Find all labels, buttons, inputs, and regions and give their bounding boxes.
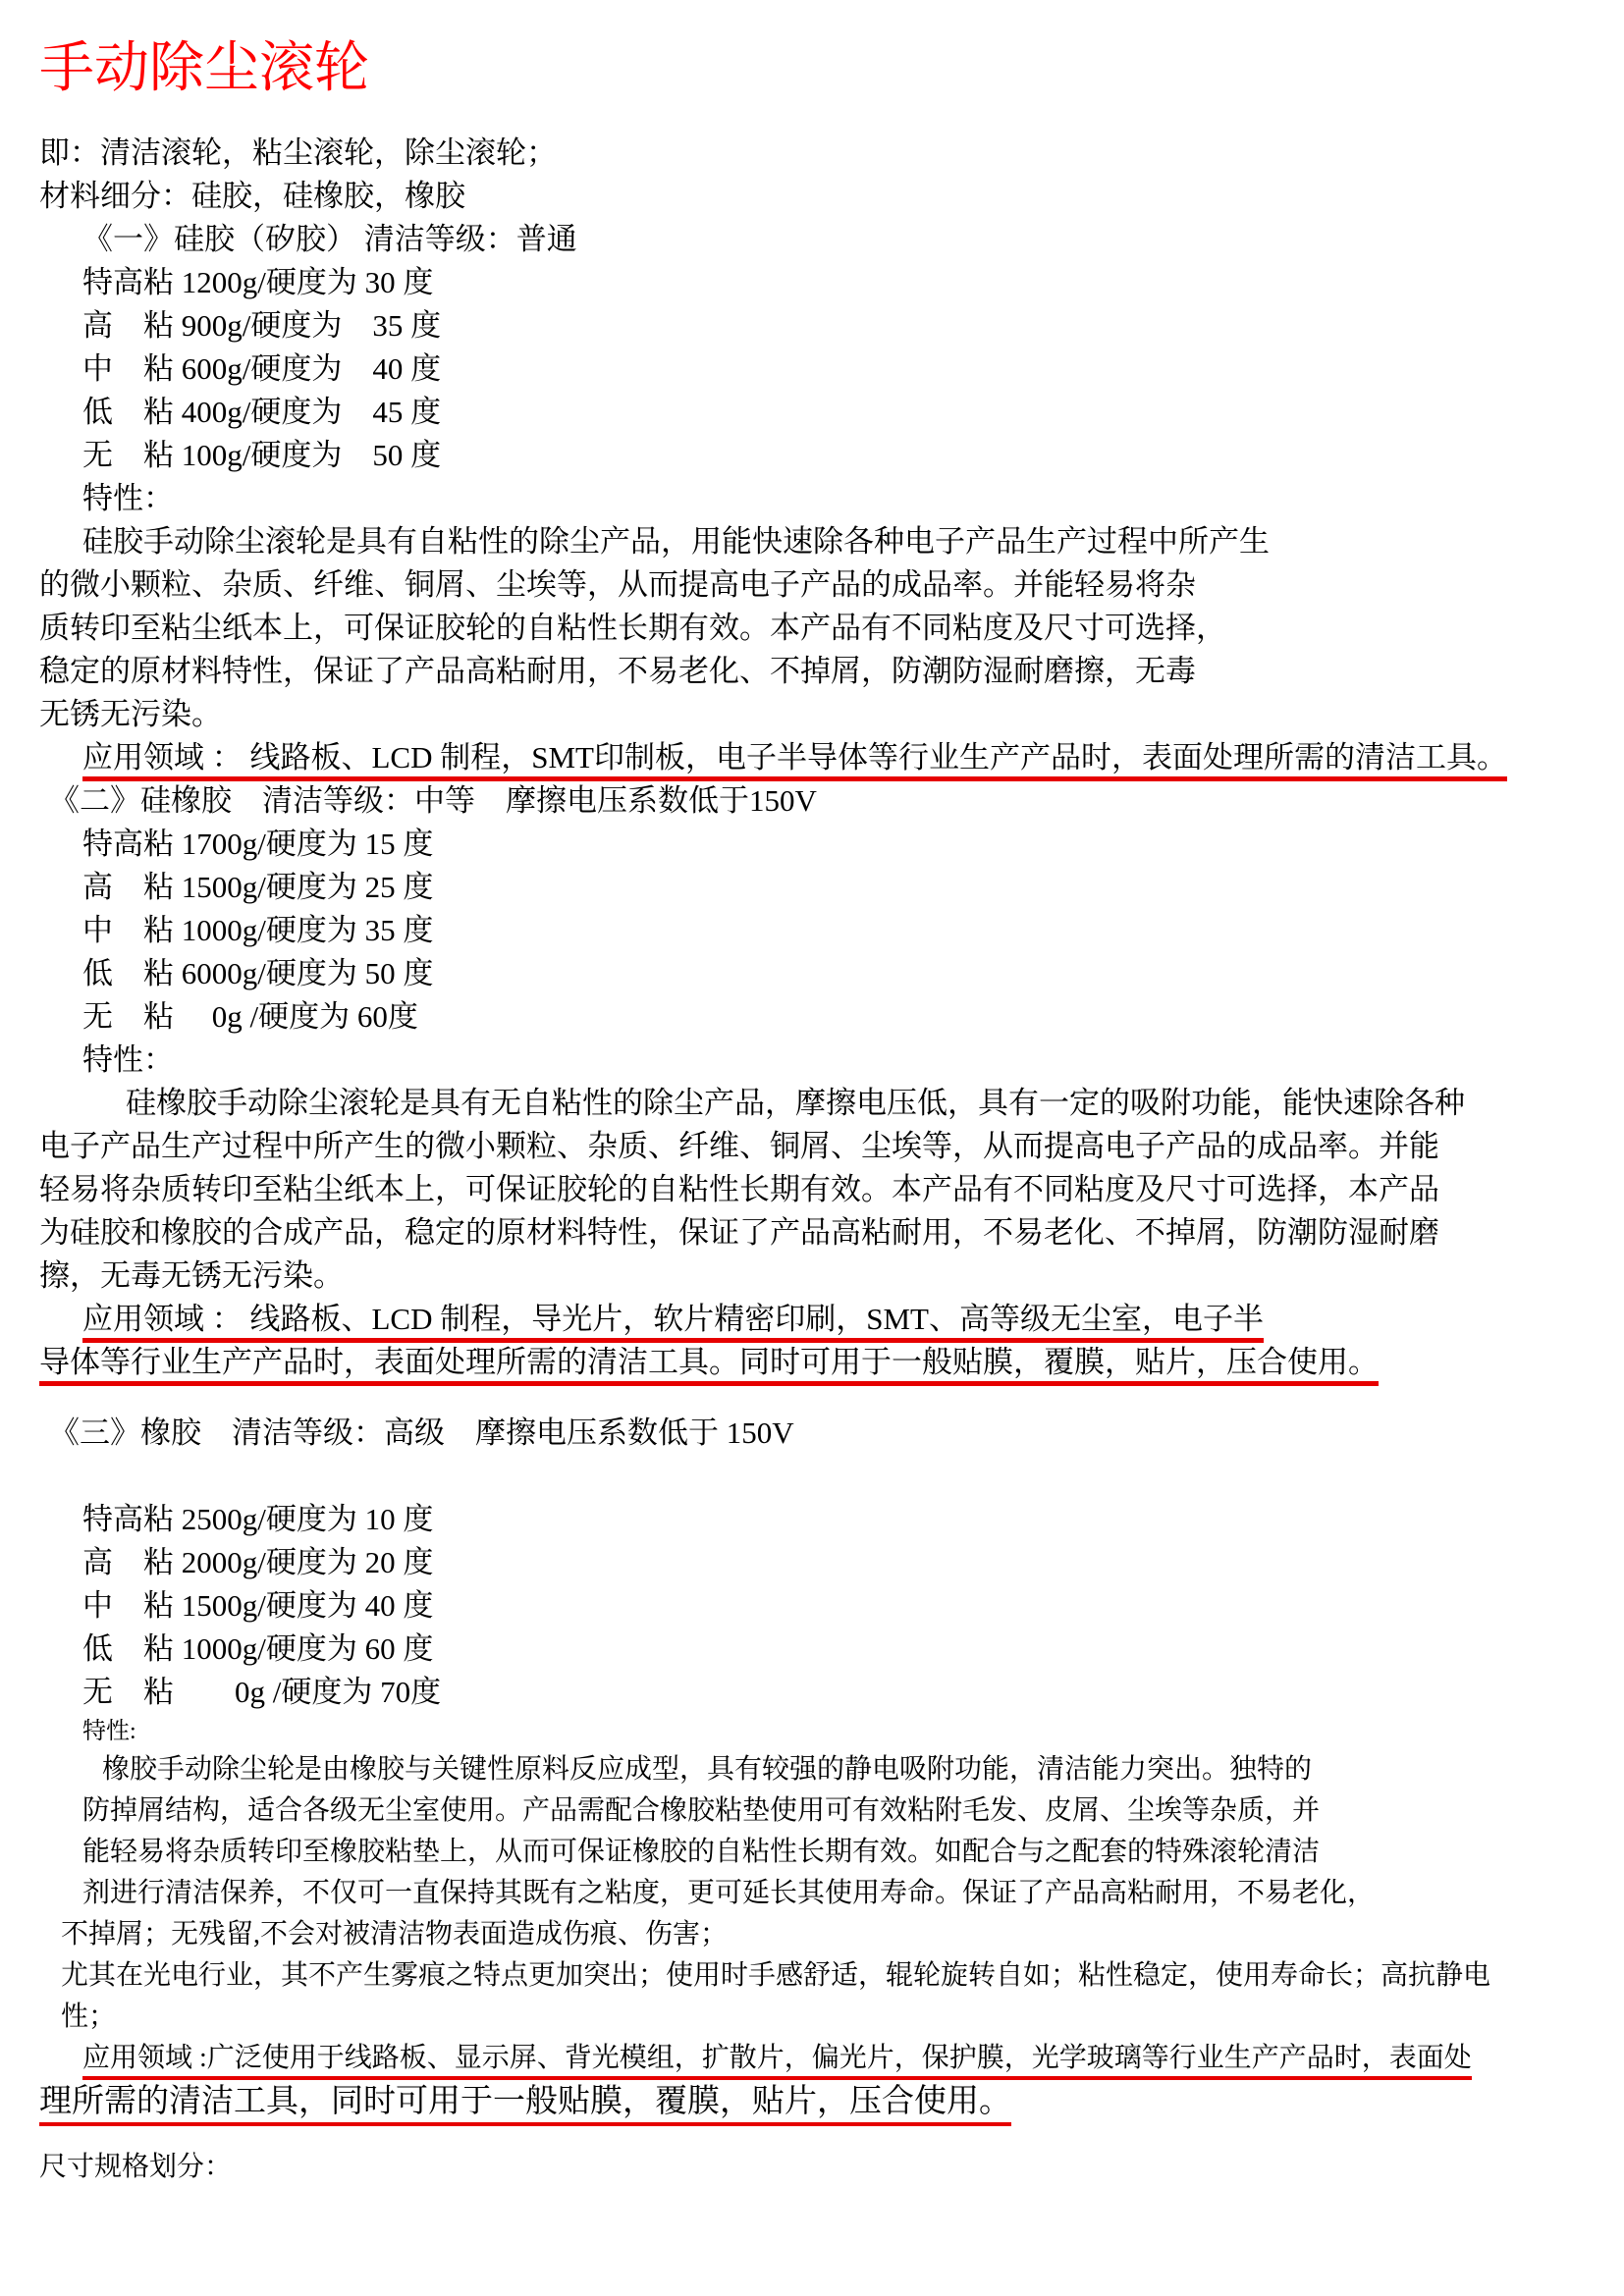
spec-line: 特高粘 2500g/硬度为 10 度 xyxy=(82,1502,434,1536)
intro-line: 即：清洁滚轮，粘尘滚轮，除尘滚轮； xyxy=(39,135,557,170)
traits-line: 剂进行清洁保养，不仅可一直保持其既有之粘度，更可延长其使用寿命。保证了产品高粘耐用，不易老化， xyxy=(82,1878,1376,1908)
traits-line: 不掉屑；无残留,不会对被清洁物表面造成伤痕、伤害； xyxy=(61,1919,729,1949)
spec-line: 高 粘 2000g/硬度为 20 度 xyxy=(82,1545,434,1579)
application-underlined-text: 导体等行业生产产品时，表面处理所需的清洁工具。同时可用于一般贴膜，覆膜，贴片，压合使用。 xyxy=(39,1345,1379,1386)
spec-line: 中 粘 600g/硬度为 40 度 xyxy=(82,351,442,386)
spacer xyxy=(39,2124,1604,2148)
traits-line: 擦，无毒无锈无污染。 xyxy=(39,1258,344,1293)
application-line xyxy=(39,2079,1604,2124)
traits-line: 的微小颗粒、杂质、纤维、铜屑、尘埃等，从而提高电子产品的成品率。并能轻易将杂 xyxy=(39,567,1196,602)
spec-line: 高 粘 1500g/硬度为 25 度 xyxy=(82,870,434,904)
application-underlined-text: 应用领域 ： 线路板、LCD 制程，SMT印制板，电子半导体等行业生产产品时，表面处理所需的清洁工具。 xyxy=(82,740,1507,781)
traits-label: 特性： xyxy=(82,481,174,515)
spec-line: 中 粘 1500g/硬度为 40 度 xyxy=(82,1588,434,1623)
traits-line: 为硅胶和橡胶的合成产品，稳定的原材料特性，保证了产品高粘耐用，不易老化、不掉屑，防潮防湿耐磨 xyxy=(39,1215,1439,1250)
spec-line: 无 粘 100g/硬度为 50 度 xyxy=(82,438,442,472)
spec-line: 无 粘 0g /硬度为 60度 xyxy=(82,999,418,1034)
traits-line: 橡胶手动除尘轮是由橡胶与关键性原料反应成型，具有较强的静电吸附功能，清洁能力突出。独特的 xyxy=(102,1754,1313,1785)
footer-line: 尺寸规格划分： xyxy=(39,2152,233,2182)
application-underlined-text: 理所需的清洁工具，同时可用于一般贴膜，覆膜，贴片，压合使用。 xyxy=(39,2084,1011,2126)
traits-line: 无锈无污染。 xyxy=(39,697,222,731)
spec-line: 低 粘 400g/硬度为 45 度 xyxy=(82,395,442,429)
application-line xyxy=(39,736,1604,779)
application-line xyxy=(39,2038,1604,2079)
traits-line: 硅胶手动除尘滚轮是具有自粘性的除尘产品，用能快速除各种电子产品生产过程中所产生 xyxy=(82,524,1270,559)
intro-line: 材料细分：硅胶，硅橡胶，橡胶 xyxy=(39,179,465,213)
traits-line: 轻易将杂质转印至粘尘纸本上，可保证胶轮的自粘性长期有效。本产品有不同粘度及尺寸可选择，本产品 xyxy=(39,1172,1439,1206)
traits-label: 特性： xyxy=(82,1042,174,1077)
spec-line: 高 粘 900g/硬度为 35 度 xyxy=(82,308,442,343)
spec-line: 无 粘 0g /硬度为 70度 xyxy=(82,1675,442,1709)
spacer xyxy=(39,1384,1604,1412)
spec-line: 低 粘 1000g/硬度为 60 度 xyxy=(82,1631,434,1666)
application-underlined-text: 应用领域 ： 线路板、LCD 制程，导光片，软片精密印刷，SMT、高等级无尘室，电子半 xyxy=(82,1302,1264,1343)
traits-line: 性； xyxy=(61,2002,117,2032)
page-title: 手动除尘滚轮 xyxy=(39,38,369,99)
traits-line: 能轻易将杂质转印至橡胶粘垫上，从而可保证橡胶的自粘性长期有效。如配合与之配套的特殊滚轮清洁 xyxy=(82,1837,1321,1867)
traits-label: 特性: xyxy=(82,1719,136,1744)
traits-line: 质转印至粘尘纸本上，可保证胶轮的自粘性长期有效。本产品有不同粘度及尺寸可选择， xyxy=(39,611,1226,645)
spec-line: 特高粘 1700g/硬度为 15 度 xyxy=(82,827,434,861)
spec-line: 中 粘 1000g/硬度为 35 度 xyxy=(82,913,434,947)
application-line xyxy=(39,1341,1604,1384)
spec-line: 低 粘 6000g/硬度为 50 度 xyxy=(82,956,434,990)
traits-line: 稳定的原材料特性，保证了产品高粘耐用，不易老化、不掉屑，防潮防湿耐磨擦，无毒 xyxy=(39,654,1196,688)
spec-line: 特高粘 1200g/硬度为 30 度 xyxy=(82,265,434,299)
section1-heading: 《一》硅胶（矽胶） 清洁等级：普通 xyxy=(82,222,577,256)
application-line xyxy=(39,1298,1604,1341)
traits-line: 硅橡胶手动除尘滚轮是具有无自粘性的除尘产品，摩擦电压低，具有一定的吸附功能，能快速除各种 xyxy=(126,1086,1465,1120)
traits-line: 防掉屑结构，适合各级无尘室使用。产品需配合橡胶粘垫使用可有效粘附毛发、皮屑、尘埃等杂质，并 xyxy=(82,1795,1321,1826)
spacer xyxy=(39,1455,1604,1498)
traits-line: 尤其在光电行业，其不产生雾痕之特点更加突出；使用时手感舒适，辊轮旋转自如；粘性稳定，使用寿命长；高抗静电 xyxy=(61,1960,1491,1991)
section3-heading: 《三》橡胶 清洁等级：高级 摩擦电压系数低于 150V xyxy=(49,1415,794,1450)
section2-heading: 《二》硅橡胶 清洁等级：中等 摩擦电压系数低于150V xyxy=(49,783,817,818)
application-underlined-text: 应用领域 :广泛使用于线路板、显示屏、背光模组，扩散片，偏光片，保护膜，光学玻璃等行业生产产品时，表面处 xyxy=(82,2043,1472,2080)
traits-line: 电子产品生产过程中所产生的微小颗粒、杂质、纤维、铜屑、尘埃等，从而提高电子产品的成品率。并能 xyxy=(39,1129,1439,1163)
